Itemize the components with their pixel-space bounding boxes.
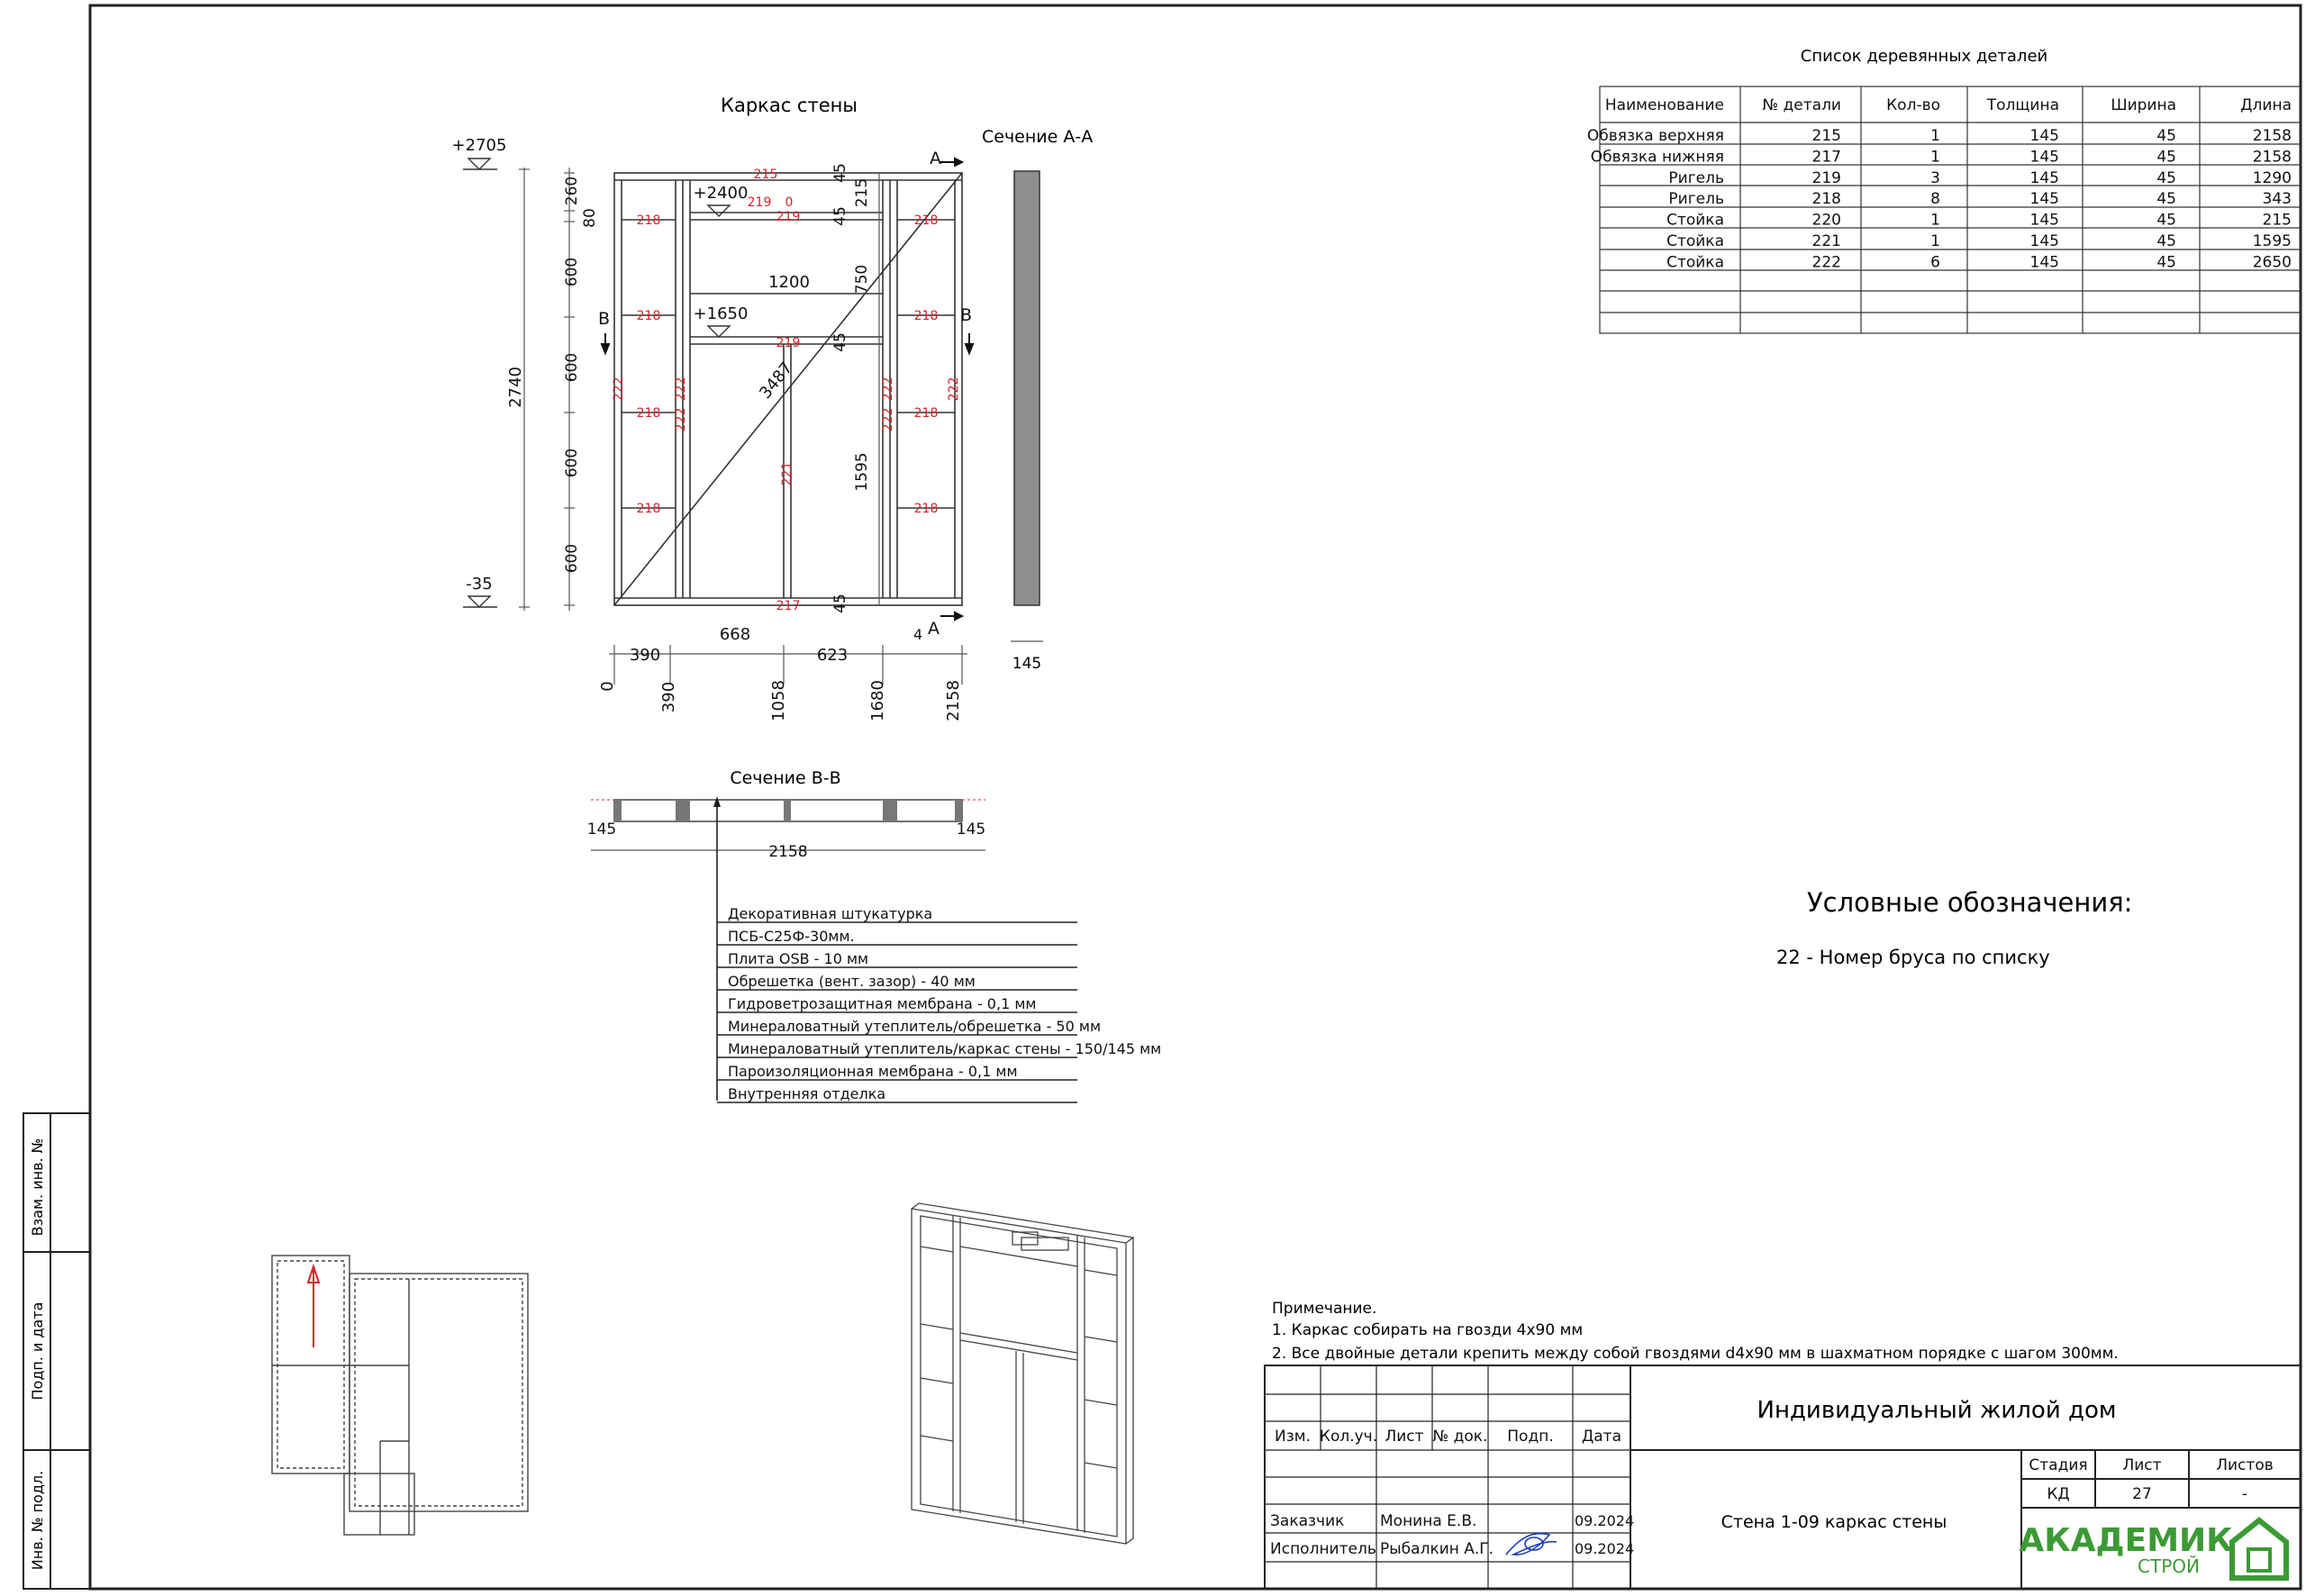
parts-cell-r6-c3: 145 <box>2029 253 2059 272</box>
dim-bottom-4: 4 <box>913 626 923 643</box>
parts-cell-r5-c2: 1 <box>1930 232 1940 250</box>
parts-table-headers <box>1605 96 2292 114</box>
dim-section-thickness: 145 <box>1012 655 1042 673</box>
dim-bottom-623: 623 <box>816 646 849 665</box>
label-rigel-r4: 218 <box>913 502 939 516</box>
dim-left-260: 260 <box>563 176 581 206</box>
label-rigel-small-3: 219 <box>776 336 801 350</box>
parts-cell-r6-c1: 222 <box>1811 253 1841 272</box>
label-stud-2: 222 <box>674 376 688 402</box>
logo-main: АКАДЕМИК <box>2019 1522 2233 1559</box>
parts-cell-r1-c5: 2158 <box>2252 148 2292 167</box>
parts-cell-r3-c4: 45 <box>2156 190 2176 209</box>
tb-stage-v: КД <box>2047 1485 2070 1503</box>
parts-cell-r5-c4: 45 <box>2156 232 2176 250</box>
tb-executor-date: 09.2024 <box>1575 1540 1635 1557</box>
elev-mid2: +1650 <box>693 304 749 323</box>
dim-1200: 1200 <box>768 273 810 292</box>
title-block-headers <box>1275 1428 1621 1446</box>
dim-inner-45d: 45 <box>831 594 849 613</box>
elev-bottom: -35 <box>466 575 493 594</box>
tb-col-date: Дата <box>1581 1428 1622 1446</box>
layer-4: Обрешетка (вент. зазор) - 40 мм <box>728 973 976 990</box>
th-thickness: Толщина <box>1986 96 2059 114</box>
parts-cell-r2-c4: 45 <box>2156 168 2176 187</box>
parts-cell-r1-c2: 1 <box>1930 148 1940 167</box>
dim-total-height: 2740 <box>506 367 525 408</box>
label-rigel-small-1: 219 <box>747 195 772 210</box>
parts-cell-r3-c2: 8 <box>1930 190 1940 209</box>
layer-1: Декоративная штукатурка <box>728 905 933 922</box>
layer-2: ПСБ-С25Ф-30мм. <box>728 928 855 945</box>
parts-cell-r4-c4: 45 <box>2156 211 2176 230</box>
dim-cum-1058: 1058 <box>769 680 788 721</box>
parts-cell-r4-c3: 145 <box>2029 211 2059 230</box>
label-rigel-l4: 218 <box>636 502 661 516</box>
tb-col-list: Лист <box>1385 1428 1424 1446</box>
section-bb-dim-right: 145 <box>956 821 986 839</box>
parts-cell-r1-c3: 145 <box>2029 148 2059 167</box>
notes-line-2: 2. Все двойные детали крепить между собой гвоздями d4х90 мм в шахматном порядке с шагом 300мм. <box>1272 1345 2119 1363</box>
dim-inner-45b: 45 <box>831 206 849 226</box>
th-qty: Кол-во <box>1886 96 1940 114</box>
parts-cell-r2-c1: 219 <box>1811 168 1841 187</box>
th-name: Наименование <box>1604 96 1724 114</box>
parts-cell-r3-c0: Ригель <box>1668 190 1724 209</box>
parts-cell-r6-c0: Стойка <box>1666 253 1724 272</box>
section-aa-label: Сечение А-А <box>982 127 1094 147</box>
parts-cell-r2-c3: 145 <box>2029 168 2059 187</box>
dim-cum-2158: 2158 <box>944 680 963 721</box>
tb-stage-h: Стадия <box>2029 1456 2088 1474</box>
tb-list-v: 27 <box>2132 1485 2152 1503</box>
parts-cell-r1-c4: 45 <box>2156 148 2176 167</box>
tb-col-ndoc: № док. <box>1432 1428 1488 1446</box>
layer-list <box>728 905 1161 1102</box>
tb-executor-name: Рыбалкин А.Г. <box>1380 1540 1494 1558</box>
elev-mid1: +2400 <box>693 184 749 203</box>
elev-top: +2705 <box>451 136 507 155</box>
dim-left-600-4: 600 <box>563 543 581 574</box>
label-rigel-r3: 218 <box>913 406 939 421</box>
section-aa-view <box>1011 171 1043 641</box>
tb-col-izm: Изм. <box>1275 1428 1311 1446</box>
label-stud-1: 222 <box>612 376 626 402</box>
parts-cell-r4-c1: 220 <box>1811 211 1841 230</box>
section-a-top: A <box>930 149 941 168</box>
side-stamp-3: Инв. № подл. <box>29 1470 46 1571</box>
dim-inner-1595: 1595 <box>853 452 871 492</box>
side-stamp-1: Взам. инв. № <box>29 1138 46 1237</box>
label-rigel-l1: 218 <box>636 213 661 228</box>
parts-cell-r2-c2: 3 <box>1930 168 1940 187</box>
label-stud-3: 222 <box>674 407 688 432</box>
dim-inner-45a: 45 <box>831 163 849 183</box>
logo-sub: СТРОЙ <box>2138 1555 2200 1577</box>
label-stud-short: 221 <box>780 461 794 486</box>
parts-cell-r0-c0: Обвязка верхняя <box>1586 127 1724 145</box>
notes-line-1: 1. Каркас собирать на гвозди 4х90 мм <box>1272 1321 1584 1339</box>
parts-cell-r2-c0: Ригель <box>1668 168 1724 187</box>
section-bb-label: Сечение В-В <box>730 768 841 788</box>
parts-cell-r0-c4: 45 <box>2156 127 2176 145</box>
frame-title: Каркас стены <box>721 95 858 116</box>
section-bb-dim-total: 2158 <box>768 843 808 861</box>
label-rigel-l2: 218 <box>636 309 661 323</box>
dim-bottom-390: 390 <box>629 646 661 665</box>
tb-project: Индивидуальный жилой дом <box>1757 1397 2117 1424</box>
tb-col-podp: Подп. <box>1507 1428 1554 1446</box>
frame-3d-view <box>912 1203 1133 1544</box>
th-width: Ширина <box>2111 96 2176 114</box>
parts-cell-r5-c1: 221 <box>1811 232 1841 250</box>
dim-left-80: 80 <box>581 208 599 228</box>
parts-cell-r3-c5: 343 <box>2262 190 2292 209</box>
parts-table-grid <box>1600 86 2301 333</box>
parts-cell-r0-c2: 1 <box>1930 127 1940 145</box>
dim-bottom-668: 668 <box>719 625 751 644</box>
tb-listov-v: - <box>2241 1485 2248 1503</box>
label-stud-6: 222 <box>947 376 961 402</box>
dim-left-600-3: 600 <box>563 448 581 478</box>
dim-cum-0: 0 <box>598 681 617 692</box>
bottom-dim-chain <box>609 645 967 685</box>
section-b-right: B <box>960 305 973 325</box>
parts-cell-r0-c1: 215 <box>1811 127 1841 145</box>
legend-item: 22 - Номер бруса по списку <box>1776 947 2050 968</box>
layer-9: Внутренняя отделка <box>728 1085 886 1102</box>
label-rigel-r2: 218 <box>913 309 939 323</box>
parts-cell-r4-c5: 215 <box>2262 211 2292 230</box>
side-stamp-2: Подп. и дата <box>29 1301 46 1401</box>
section-bb-dim-left: 145 <box>586 821 617 839</box>
parts-cell-r6-c4: 45 <box>2156 253 2176 272</box>
parts-cell-r2-c5: 1290 <box>2252 168 2292 187</box>
parts-cell-r5-c0: Стойка <box>1666 232 1724 250</box>
label-bottom-plate: 217 <box>776 599 801 613</box>
tb-customer-date: 09.2024 <box>1575 1512 1635 1529</box>
label-top-plate: 215 <box>753 168 778 182</box>
company-logo <box>2232 1520 2286 1578</box>
tb-sheet-name: Стена 1-09 каркас стены <box>1720 1512 1947 1532</box>
legend-title: Условные обозначения: <box>1807 887 2133 918</box>
layer-3: Плита OSB - 10 мм <box>728 950 869 967</box>
parts-cell-r1-c1: 217 <box>1811 148 1841 167</box>
dim-left-600-2: 600 <box>563 352 581 383</box>
label-zero: 0 <box>785 195 794 210</box>
layer-6: Минераловатный утеплитель/обрешетка - 50 мм <box>728 1018 1102 1035</box>
parts-cell-r5-c3: 145 <box>2029 232 2059 250</box>
section-b-left: B <box>598 309 611 329</box>
dim-inner-45c: 45 <box>831 332 849 352</box>
label-rigel-small-2: 219 <box>776 210 801 224</box>
label-stud-5: 222 <box>881 407 895 432</box>
parts-table-title: Список деревянных деталей <box>1800 47 2048 66</box>
tb-customer-label: Заказчик <box>1270 1512 1345 1530</box>
label-rigel-r1: 218 <box>913 213 939 228</box>
tb-list-h: Лист <box>2122 1456 2162 1474</box>
tb-executor-label: Исполнитель <box>1270 1540 1376 1558</box>
layer-8: Пароизоляционная мембрана - 0,1 мм <box>728 1063 1018 1080</box>
parts-cell-r4-c0: Стойка <box>1666 211 1724 230</box>
parts-cell-r6-c5: 2650 <box>2252 253 2292 272</box>
layer-5: Гидроветрозащитная мембрана - 0,1 мм <box>728 995 1037 1012</box>
signature <box>1506 1534 1557 1555</box>
section-a-bottom: A <box>928 619 940 639</box>
dim-inner-215: 215 <box>853 177 871 208</box>
parts-cell-r3-c1: 218 <box>1811 190 1841 209</box>
parts-cell-r5-c5: 1595 <box>2252 232 2292 250</box>
th-length: Длина <box>2240 96 2292 114</box>
floor-plan-key <box>272 1256 528 1535</box>
label-rigel-l3: 218 <box>636 406 661 421</box>
tb-listov-h: Листов <box>2216 1456 2274 1474</box>
layer-7: Минераловатный утеплитель/каркас стены - 150/145 мм <box>728 1040 1162 1057</box>
parts-cell-r4-c2: 1 <box>1930 211 1940 230</box>
tb-customer-name: Монина Е.В. <box>1380 1512 1477 1530</box>
notes-heading: Примечание. <box>1272 1300 1377 1318</box>
dim-diagonal: 3487 <box>756 358 797 403</box>
wall-frame <box>614 173 962 605</box>
plan-arrow <box>308 1266 319 1347</box>
dim-inner-750: 750 <box>853 264 871 295</box>
label-stud-4: 222 <box>881 376 895 402</box>
parts-cell-r0-c3: 145 <box>2029 127 2059 145</box>
dim-cum-390: 390 <box>659 681 678 713</box>
parts-cell-r0-c5: 2158 <box>2252 127 2292 145</box>
parts-cell-r1-c0: Обвязка нижняя <box>1590 148 1724 167</box>
parts-cell-r6-c2: 6 <box>1930 253 1940 272</box>
parts-cell-r3-c3: 145 <box>2029 190 2059 209</box>
th-part-no: № детали <box>1762 96 1841 114</box>
dim-left-600-1: 600 <box>563 257 581 287</box>
tb-col-koluch: Кол.уч. <box>1319 1428 1378 1446</box>
dim-cum-1680: 1680 <box>868 680 887 721</box>
